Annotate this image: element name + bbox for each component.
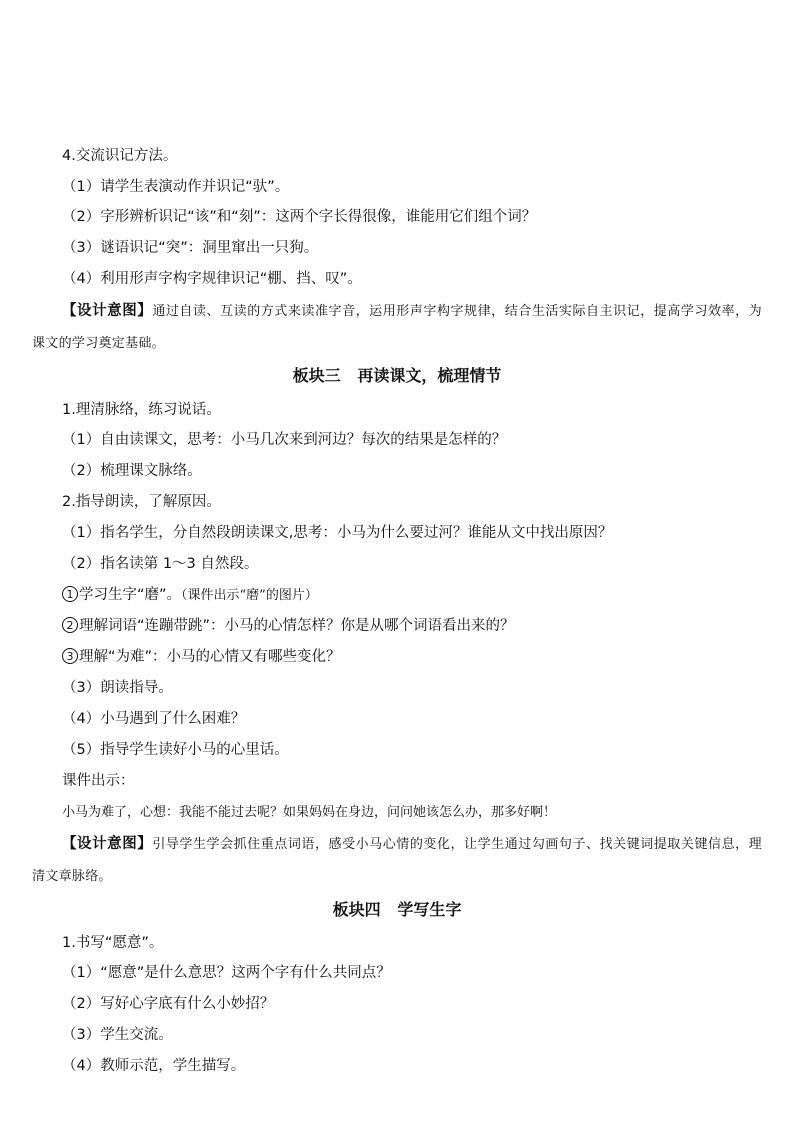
- step-item: （3）谜语识记“突”：洞里窜出一只狗。: [62, 240, 319, 256]
- section-heading-title: 学写生字: [397, 900, 462, 919]
- step-title: 2.指导朗读，了解原因。: [62, 494, 221, 510]
- step-item: （2）字形辨析识记“该”和“刻”：这两个字长得很像，谁能用它们组个词？: [62, 209, 537, 225]
- section-heading: [0, 366, 794, 386]
- step-item: （3）朗读指导。: [62, 680, 173, 696]
- section-heading-title: 再读课文，梳理情节: [357, 366, 502, 385]
- step-item: （2）梳理课文脉络。: [62, 463, 202, 479]
- circled-item-note: （课件出示“磨”的图片）: [181, 588, 318, 603]
- circled-item: [62, 647, 341, 667]
- step-item: （3）学生交流。: [62, 1027, 173, 1043]
- step-item: （4）教师示范，学生描写。: [62, 1058, 246, 1074]
- design-intent-text: 通过自读、互读的方式来读准字音，运用形声字构字规律，结合生活实际自主识记，提高学习效率，为课文的学习奠定基础。: [32, 304, 762, 351]
- circled-number-2: 2: [62, 617, 78, 633]
- design-intent-text: 引导学生学会抓住重点词语，感受小马心情的变化，让学生通过勾画句子、找关键词提取关键信息，理清文章脉络。: [32, 837, 762, 884]
- step-item: （1）指名学生，分自然段朗读课文,思考：小马为什么要过河？谁能从文中找出原因？: [62, 525, 613, 541]
- section-heading-number: 板块三: [292, 366, 341, 385]
- section-heading: [0, 900, 794, 920]
- step-item: （2）写好心字底有什么小妙招？: [62, 996, 275, 1012]
- step-item: （5）指导学生读好小马的心里话。: [62, 742, 289, 758]
- step-item: （2）指名读第 1～3 自然段。: [62, 556, 259, 572]
- design-intent-label: 【设计意图】: [62, 836, 153, 852]
- design-intent-paragraph: [32, 295, 762, 360]
- circled-item-text: 学习生字“磨”。: [79, 587, 182, 603]
- circled-number-1: 1: [62, 586, 78, 602]
- circled-item: [62, 616, 515, 636]
- circled-item-text: 理解词语“连蹦带跳”：小马的心情怎样？你是从哪个词语看出来的？: [79, 618, 515, 634]
- courseware-label: 课件出示：: [62, 773, 135, 789]
- circled-item: [62, 585, 318, 606]
- courseware-text: 小马为难了，心想：我能不能过去呢？如果妈妈在身边，问问她该怎么办，那多好啊！: [62, 805, 557, 820]
- step-title: 1.理清脉络，练习说话。: [62, 402, 221, 418]
- step-item: （1）请学生表演动作并识记“驮”。: [62, 179, 290, 195]
- step-item: （1）“愿意”是什么意思？这两个字有什么共同点？: [62, 965, 391, 981]
- circled-number-3: 3: [62, 648, 78, 664]
- step-title: 4.交流识记方法。: [62, 148, 178, 164]
- step-item: （4）小马遇到了什么困难？: [62, 711, 246, 727]
- step-title: 1.书写“愿意”。: [62, 935, 164, 951]
- circled-item-text: 理解“为难”：小马的心情又有哪些变化？: [79, 649, 341, 665]
- design-intent-label: 【设计意图】: [62, 303, 153, 319]
- step-item: （1）自由读课文，思考：小马几次来到河边？每次的结果是怎样的？: [62, 432, 507, 448]
- step-item: （4）利用形声字构字规律识记“棚、挡、叹”。: [62, 271, 362, 287]
- design-intent-paragraph: [32, 828, 762, 893]
- section-heading-number: 板块四: [332, 900, 381, 919]
